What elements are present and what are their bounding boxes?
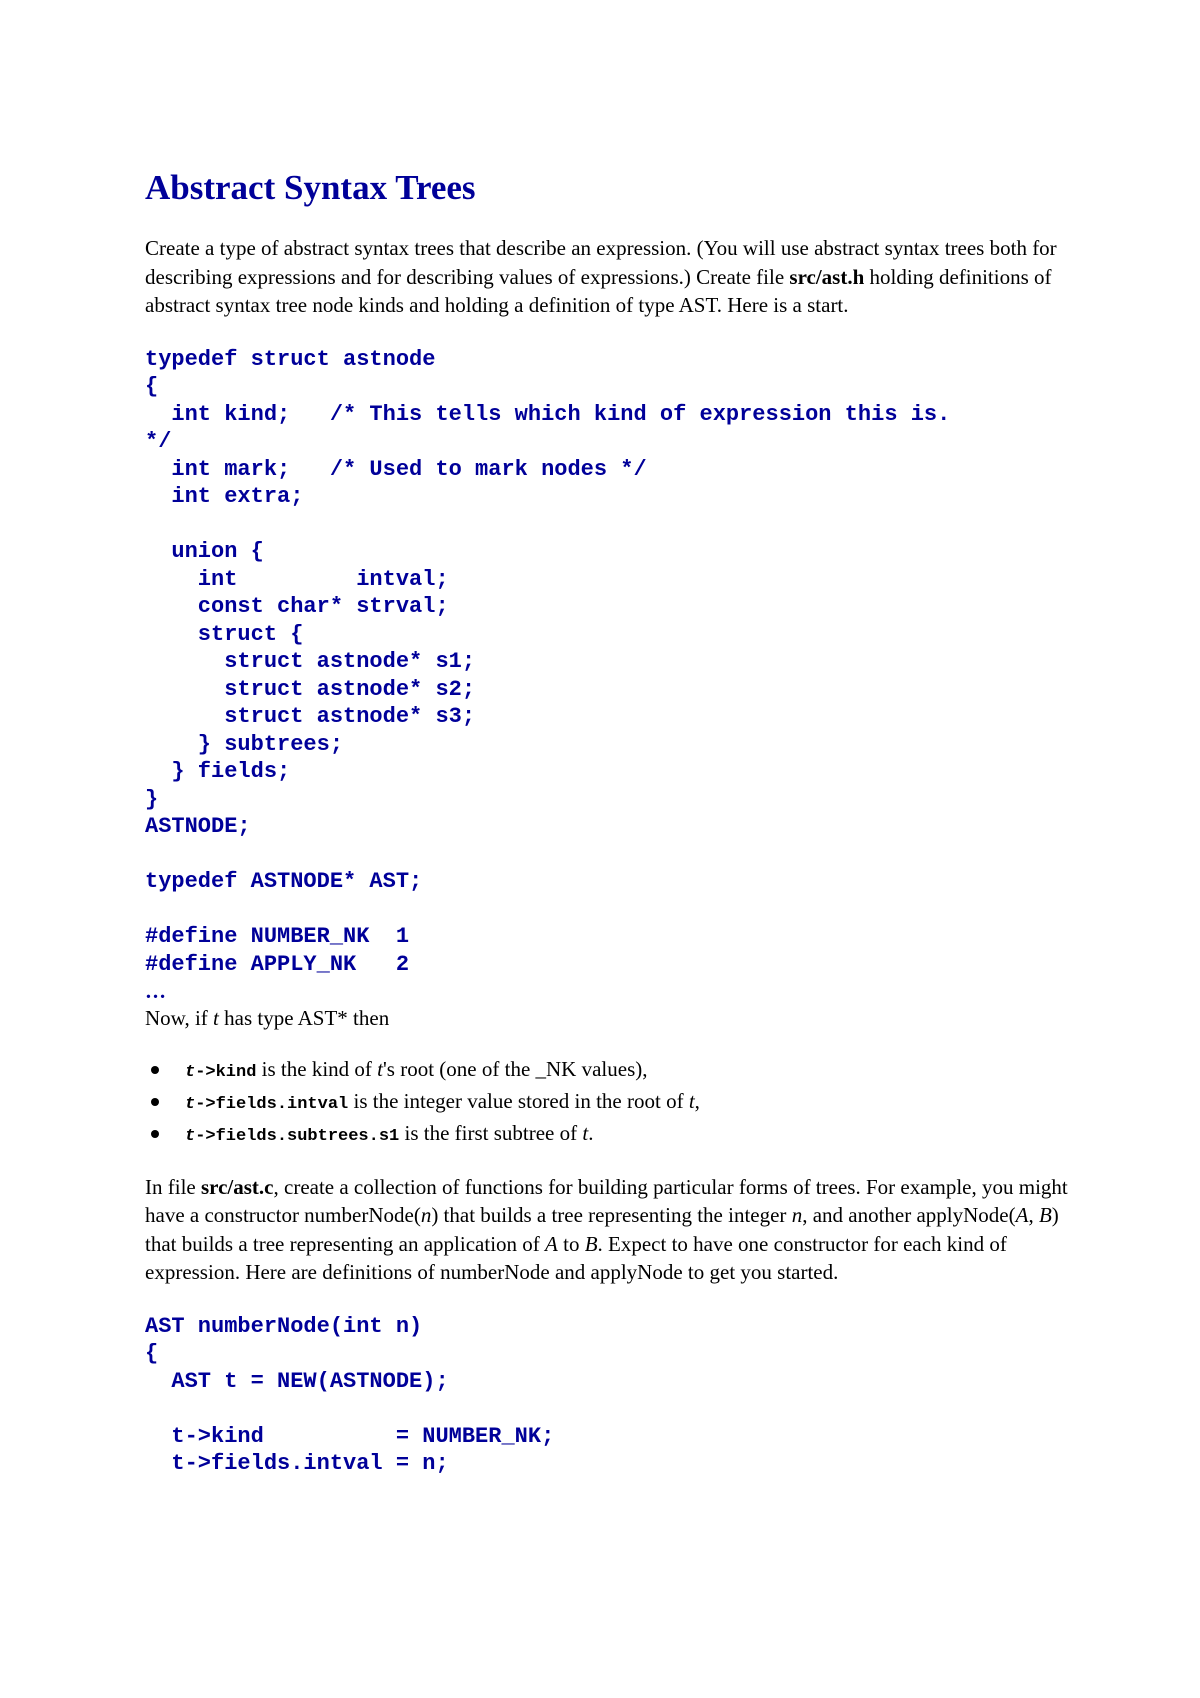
code-line: #define NUMBER_NK 1 xyxy=(145,924,410,949)
list-item-text: 's root (one of the _NK values), xyxy=(383,1056,648,1081)
code-line: t->kind = NUMBER_NK; xyxy=(145,1423,555,1449)
filename-ast-h: src/ast.h xyxy=(789,264,865,289)
inline-code: t->kind xyxy=(185,1062,257,1082)
code-line: struct astnode* s2; xyxy=(145,676,476,702)
code-line: const char* strval; xyxy=(145,594,449,619)
intro-paragraph xyxy=(145,234,1085,320)
code-line: */ xyxy=(145,429,172,454)
code-line: struct { xyxy=(145,621,304,647)
code-line: int intval; xyxy=(145,566,449,592)
list-item-var: t xyxy=(582,1120,589,1145)
list-item-var: t xyxy=(377,1056,384,1081)
page-title: Abstract Syntax Trees xyxy=(145,168,476,207)
code-line: #define APPLY_NK 2 xyxy=(145,951,410,977)
filename-ast-c: src/ast.c xyxy=(200,1174,274,1199)
code-line xyxy=(145,1395,1085,1423)
code-line xyxy=(145,511,1085,539)
code-line: } xyxy=(145,786,159,812)
inline-code: t->fields.subtrees.s1 xyxy=(185,1126,400,1146)
now-var-t: t xyxy=(213,1006,219,1030)
list-item-text: is the kind of xyxy=(256,1056,378,1081)
code-line: int extra; xyxy=(145,484,304,509)
bullet-icon xyxy=(151,1130,159,1138)
code-line: AST t = NEW(ASTNODE); xyxy=(145,1368,449,1394)
list-item-text: is the first subtree of xyxy=(399,1120,583,1145)
intro-text-1: Create a type of abstract syntax trees that describe an expression. (You will use abstract syntax trees both for describing expressions and for describing values of expressions.) Create file xyxy=(145,236,1057,289)
bullet-list xyxy=(145,1055,1085,1151)
code-line xyxy=(145,841,1085,869)
inline-code: t->fields.intval xyxy=(185,1094,349,1114)
intro-text-2: holding definitions of abstract syntax tree node kinds and holding a definition of type AST. Here is a start. xyxy=(145,264,1052,317)
code-line xyxy=(145,896,1085,924)
now-text-b: has type AST* then xyxy=(218,1006,390,1030)
code-line: AST numberNode(int n) xyxy=(145,1313,423,1339)
list-item xyxy=(185,1087,1085,1119)
list-item xyxy=(185,1119,1085,1151)
code-block-numbernode xyxy=(145,1313,1085,1478)
list-item-text: , xyxy=(694,1088,700,1113)
list-item-text: . xyxy=(588,1120,594,1145)
code-line: typedef ASTNODE* AST; xyxy=(145,869,423,894)
code-line: int mark; /* Used to mark nodes */ xyxy=(145,456,647,482)
document-page xyxy=(145,168,1085,1478)
code-line: struct astnode* s3; xyxy=(145,704,476,729)
now-line xyxy=(145,1004,1085,1033)
code-line: } fields; xyxy=(145,759,291,784)
list-item-var: t xyxy=(688,1088,695,1113)
code-line: union { xyxy=(145,539,264,564)
code-line: typedef struct astnode xyxy=(145,346,436,372)
ast-c-paragraph: In file src/ast.c, create a collection of functions for building particular forms of trees. For example, you might have a constructor numberNode(n) that builds a tree representing the integer n, and another applyNode(A, B) that builds a tree representing an application of A to B. Expect to have one constructor for each kind of expression. Here are definitions of numberNode and applyNode to get you started. xyxy=(145,1174,1068,1284)
list-item-text: is the integer value stored in the root of xyxy=(348,1088,689,1113)
code-line: { xyxy=(145,1341,159,1366)
code-line: struct astnode* s1; xyxy=(145,649,476,674)
code-line: { xyxy=(145,374,159,399)
code-line: } subtrees; xyxy=(145,731,344,757)
ellipsis: … xyxy=(145,979,166,1003)
code-line: ASTNODE; xyxy=(145,814,251,839)
bullet-icon xyxy=(151,1066,159,1074)
code-line: int kind; /* This tells which kind of expression this is. xyxy=(145,401,951,427)
bullet-icon xyxy=(151,1098,159,1106)
list-item xyxy=(185,1055,1085,1087)
code-line: t->fields.intval = n; xyxy=(145,1451,449,1476)
now-text-a: Now, if xyxy=(145,1006,214,1030)
code-block-astnode xyxy=(145,346,1085,979)
